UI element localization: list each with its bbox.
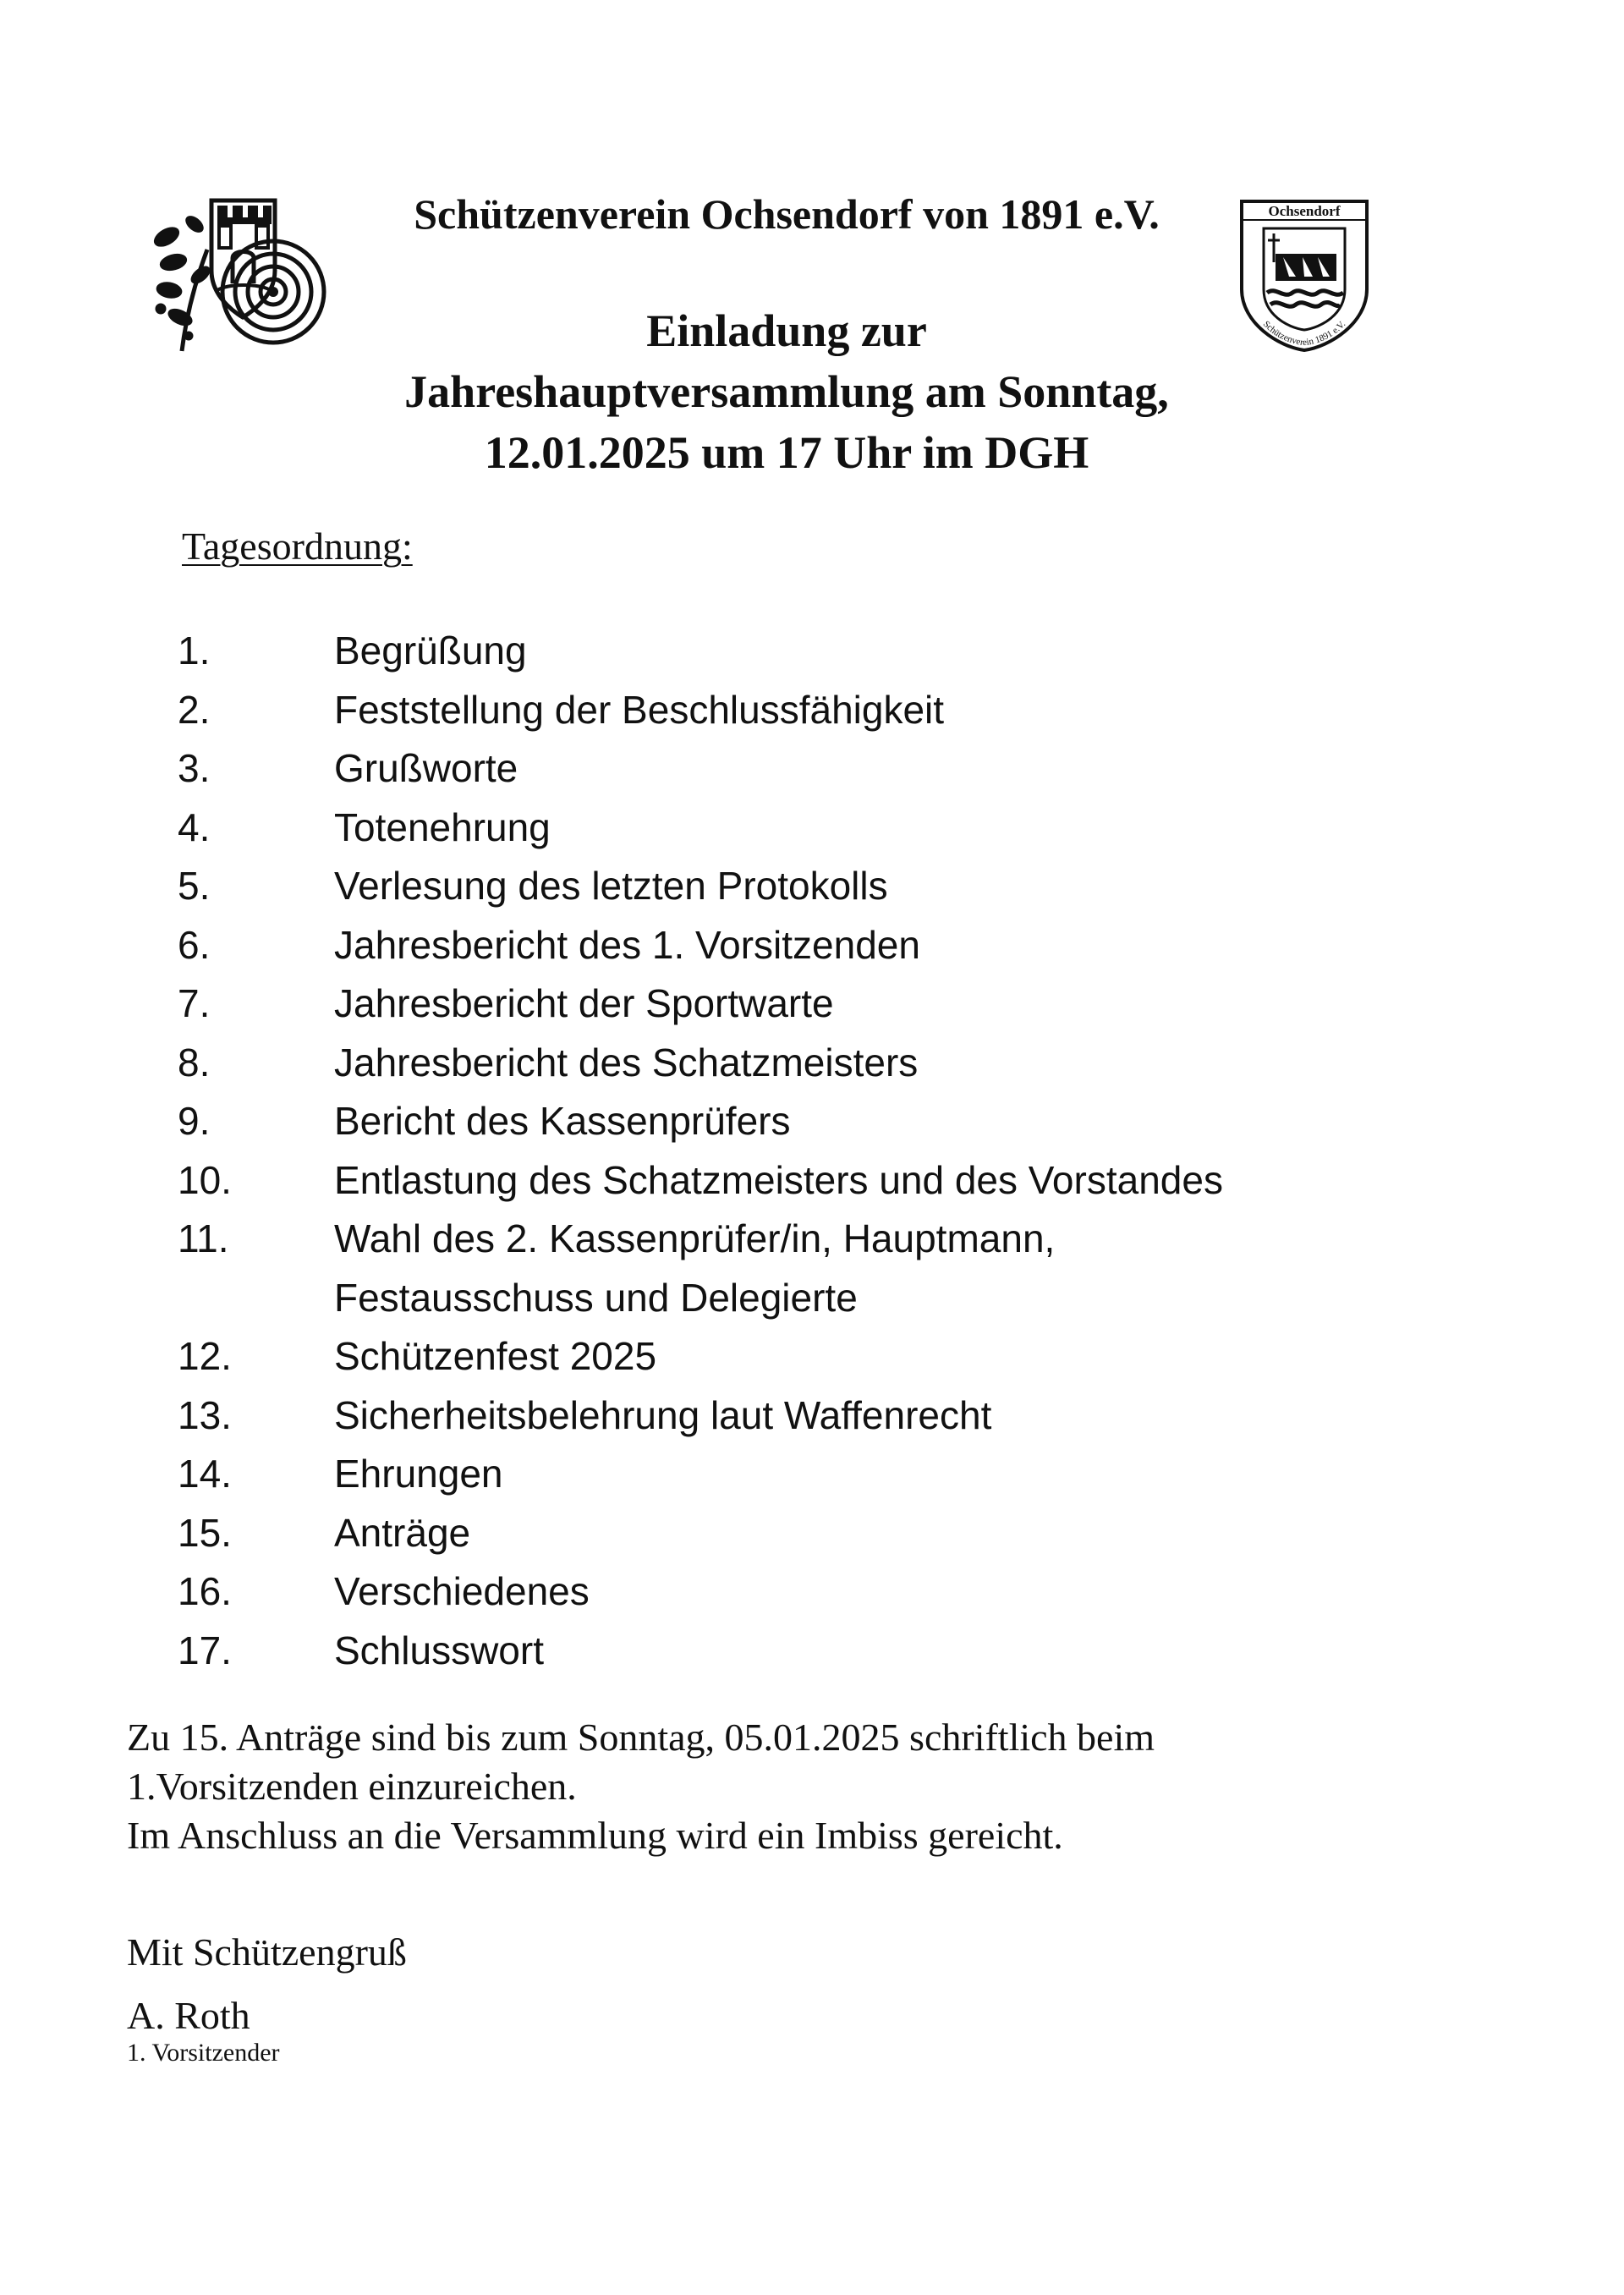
agenda-item-text bbox=[334, 681, 1531, 740]
agenda-item-line: Begrüßung bbox=[334, 629, 527, 673]
agenda-list bbox=[178, 622, 1531, 1680]
agenda-item bbox=[178, 1622, 1531, 1681]
club-name: Schützenverein Ochsendorf von 1891 e.V. bbox=[414, 190, 1160, 238]
agenda-item-line: Totenehrung bbox=[334, 804, 551, 849]
agenda-item-number: 17. bbox=[178, 1628, 232, 1672]
closing-line: Im Anschluss an die Versammlung wird ein Imbiss gereicht. bbox=[127, 1814, 1063, 1857]
agenda-item bbox=[178, 739, 1531, 799]
agenda-item-number: 1. bbox=[178, 629, 211, 673]
agenda-item bbox=[178, 1562, 1531, 1622]
agenda-item-line: Jahresbericht des Schatzmeisters bbox=[334, 1040, 919, 1084]
agenda-item-number: 3. bbox=[178, 746, 211, 790]
agenda-item bbox=[178, 975, 1531, 1034]
agenda-item-number: 7. bbox=[178, 981, 211, 1025]
agenda-item-text bbox=[334, 1210, 1531, 1327]
closing-note bbox=[127, 1713, 1480, 1860]
heading-line: Einladung zur bbox=[646, 305, 927, 356]
agenda-item-text bbox=[334, 1151, 1531, 1211]
agenda-title: Tagesordnung: bbox=[182, 524, 413, 568]
closing-line: 1.Vorsitzenden einzureichen. bbox=[127, 1765, 577, 1808]
signature-block bbox=[127, 1920, 407, 2047]
crest-ring-text: Schützenverein 1891 e.V. bbox=[1260, 319, 1348, 349]
agenda-item-text bbox=[334, 799, 1531, 858]
agenda-item bbox=[178, 622, 1531, 681]
agenda-item-number: 16. bbox=[178, 1569, 232, 1613]
agenda-item-text bbox=[334, 857, 1531, 916]
agenda-item bbox=[178, 1504, 1531, 1563]
agenda-item-text bbox=[334, 916, 1531, 975]
agenda-item bbox=[178, 681, 1531, 740]
agenda-item-text bbox=[334, 1622, 1531, 1681]
agenda-item-number: 15. bbox=[178, 1510, 232, 1555]
agenda-item bbox=[178, 857, 1531, 916]
signature-role: 1. Vorsitzender bbox=[127, 2039, 280, 2067]
agenda-item-line: Verschiedenes bbox=[334, 1569, 590, 1613]
agenda-item-line: Wahl des 2. Kassenprüfer/in, Hauptmann, bbox=[334, 1216, 1056, 1260]
agenda-item bbox=[178, 799, 1531, 858]
agenda-item-line: Feststellung der Beschlussfähigkeit bbox=[334, 687, 945, 732]
agenda-item-text bbox=[334, 1445, 1531, 1504]
agenda-item-line: Schlusswort bbox=[334, 1628, 544, 1672]
signature-name: A. Roth bbox=[127, 1994, 250, 2037]
agenda-item-text bbox=[334, 1327, 1531, 1386]
agenda-item-number: 8. bbox=[178, 1040, 211, 1084]
agenda-item-number: 5. bbox=[178, 864, 211, 908]
heading-line: Jahreshauptversammlung am Sonntag, bbox=[404, 366, 1169, 417]
agenda-item-line: Bericht des Kassenprüfers bbox=[334, 1099, 791, 1143]
agenda-item-number: 6. bbox=[178, 922, 211, 967]
agenda-item-text bbox=[334, 1092, 1531, 1151]
agenda-item-number: 4. bbox=[178, 804, 211, 849]
invitation-heading bbox=[288, 300, 1286, 483]
agenda-item-line: Schützenfest 2025 bbox=[334, 1334, 657, 1378]
agenda-item bbox=[178, 1386, 1531, 1446]
agenda-item bbox=[178, 1210, 1531, 1327]
agenda-item-number: 13. bbox=[178, 1392, 232, 1437]
agenda-item bbox=[178, 1445, 1531, 1504]
agenda-item-line: Festausschuss und Delegierte bbox=[334, 1275, 858, 1320]
agenda-item-number: 2. bbox=[178, 687, 211, 732]
agenda-item bbox=[178, 1034, 1531, 1093]
signature-greeting: Mit Schützengruß bbox=[127, 1930, 407, 1974]
agenda-item-line: Sicherheitsbelehrung laut Waffenrecht bbox=[334, 1392, 992, 1437]
agenda-item-number: 14. bbox=[178, 1452, 232, 1496]
agenda-item-text bbox=[334, 1034, 1531, 1093]
agenda-item bbox=[178, 1092, 1531, 1151]
agenda-item-line: Grußworte bbox=[334, 746, 518, 790]
agenda-item-text bbox=[334, 739, 1531, 799]
agenda-item-line: Ehrungen bbox=[334, 1452, 503, 1496]
agenda-item-text bbox=[334, 1562, 1531, 1622]
agenda-item-line: Entlastung des Schatzmeisters und des Vorstandes bbox=[334, 1157, 1223, 1202]
agenda-item-number: 9. bbox=[178, 1099, 211, 1143]
agenda-item-text bbox=[334, 975, 1531, 1034]
crest-label: Ochsendorf bbox=[1268, 203, 1341, 219]
agenda-item bbox=[178, 916, 1531, 975]
agenda-item-line: Jahresbericht des 1. Vorsitzenden bbox=[334, 922, 920, 967]
closing-line: Zu 15. Anträge sind bis zum Sonntag, 05.01.2025 schriftlich beim bbox=[127, 1716, 1155, 1759]
agenda-item-line: Jahresbericht der Sportwarte bbox=[334, 981, 834, 1025]
agenda-item-number: 10. bbox=[178, 1157, 232, 1202]
agenda-item-text bbox=[334, 622, 1531, 681]
agenda-item bbox=[178, 1327, 1531, 1386]
agenda-item-line: Anträge bbox=[334, 1510, 471, 1555]
agenda-item-line: Verlesung des letzten Protokolls bbox=[334, 864, 888, 908]
agenda-item-number: 12. bbox=[178, 1334, 232, 1378]
agenda-item-text bbox=[334, 1504, 1531, 1563]
agenda-item-number: 11. bbox=[178, 1216, 229, 1260]
heading-line: 12.01.2025 um 17 Uhr im DGH bbox=[484, 427, 1089, 478]
agenda-item-text bbox=[334, 1386, 1531, 1446]
agenda-item bbox=[178, 1151, 1531, 1211]
